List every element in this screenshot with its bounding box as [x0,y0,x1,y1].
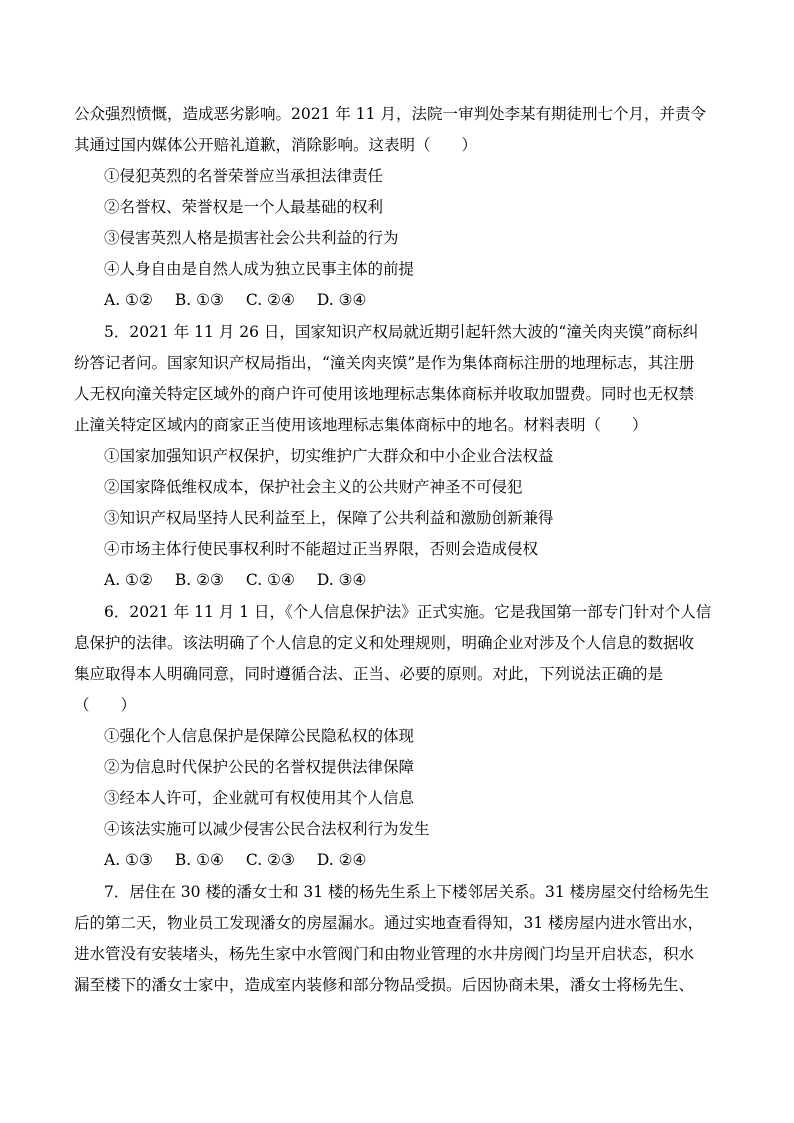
q6-statement-2: ②为信息时代保护公民的名誉权提供法律保障 [104,758,415,776]
q6-line-2: 息保护的法律。该法明确了个人信息的定义和处理规则，明确企业对涉及个人信息的数据收 [74,634,695,652]
q5-statement-2: ②国家降低维权成本，保护社会主义的公共财产神圣不可侵犯 [104,478,523,496]
q7-line-1: 7．居住在 30 楼的潘女士和 31 楼的杨先生系上下楼邻居关系。31 楼房屋交付给杨先生 [104,883,710,901]
q6-option-b: B. ①④ [174,851,224,869]
q5-options [104,570,724,590]
q5-line-3: 人无权向潼关特定区域外的商户许可使用该地理标志集体商标并收取加盟费。同时也无权禁 [74,385,695,403]
q5-option-b: B. ②③ [174,571,224,589]
q5-line-1: 5．2021 年 11 月 26 日，国家知识产权局就近期引起轩然大波的“潼关肉夹馍”商标纠 [104,323,699,341]
q5-option-a: A. ①② [104,571,153,589]
q6-statement-4: ④该法实施可以减少侵害公民合法权利行为发生 [104,820,430,838]
q7-line-3: 进水管没有安装堵头，杨先生家中水管阀门和由物业管理的水井房阀门均呈开启状态，积水 [74,945,695,963]
q6-statement-1: ①强化个人信息保护是保障公民隐私权的体现 [104,727,415,745]
q6-option-d: D. ②④ [316,851,367,869]
q4-options [104,290,724,310]
q7-line-4: 漏至楼下的潘女士家中，造成室内装修和部分物品受损。后因协商未果，潘女士将杨先生、 [74,976,695,994]
q6-line-3: 集应取得本人明确同意，同时遵循合法、正当、必要的原则。对此，下列说法正确的是 [74,665,664,683]
q6-line-4: （ ） [74,696,137,714]
q5-line-2: 纷答记者问。国家知识产权局指出，“潼关肉夹馍”是作为集体商标注册的地理标志，其注册 [74,354,695,372]
q5-statement-1: ①国家加强知识产权保护，切实维护广大群众和中小企业合法权益 [104,447,554,465]
q7-line-2: 后的第二天，物业员工发现潘女的房屋漏水。通过实地查看得知，31 楼房屋内进水管出水， [74,914,704,932]
q6-options [104,850,724,870]
q4-line-2: 其通过国内媒体公开赔礼道歉，消除影响。这表明（ ） [74,136,478,154]
q5-statement-3: ③知识产权局坚持人民利益至上，保障了公共利益和激励创新兼得 [104,509,554,527]
q5-statement-4: ④市场主体行使民事权利时不能超过正当界限，否则会造成侵权 [104,540,539,558]
q5-line-4: 止潼关特定区域内的商家正当使用该地理标志集体商标中的地名。材料表明（ ） [74,416,648,434]
q4-option-c: C. ②④ [245,291,295,309]
q5-option-d: D. ③④ [316,571,367,589]
q4-statement-4: ④人身自由是自然人成为独立民事主体的前提 [104,260,415,278]
q6-option-a: A. ①③ [104,851,153,869]
q4-option-d: D. ③④ [316,291,367,309]
q4-option-a: A. ①② [104,291,153,309]
q6-option-c: C. ②③ [245,851,295,869]
q4-statement-2: ②名誉权、荣誉权是一个人最基础的权利 [104,198,384,216]
q4-statement-1: ①侵犯英烈的名誉荣誉应当承担法律责任 [104,167,384,185]
q6-statement-3: ③经本人许可，企业就可有权使用其个人信息 [104,789,415,807]
q5-option-c: C. ①④ [245,571,295,589]
q4-statement-3: ③侵害英烈人格是损害社会公共利益的行为 [104,229,399,247]
q6-line-1: 6．2021 年 11 月 1 日，《个人信息保护法》正式实施。它是我国第一部专门针对个人信 [104,603,712,621]
q4-option-b: B. ①③ [174,291,224,309]
q4-line-1: 公众强烈愤慨，造成恶劣影响。2021 年 11 月，法院一审判处李某有期徒刑七个月，并责令 [74,105,706,123]
